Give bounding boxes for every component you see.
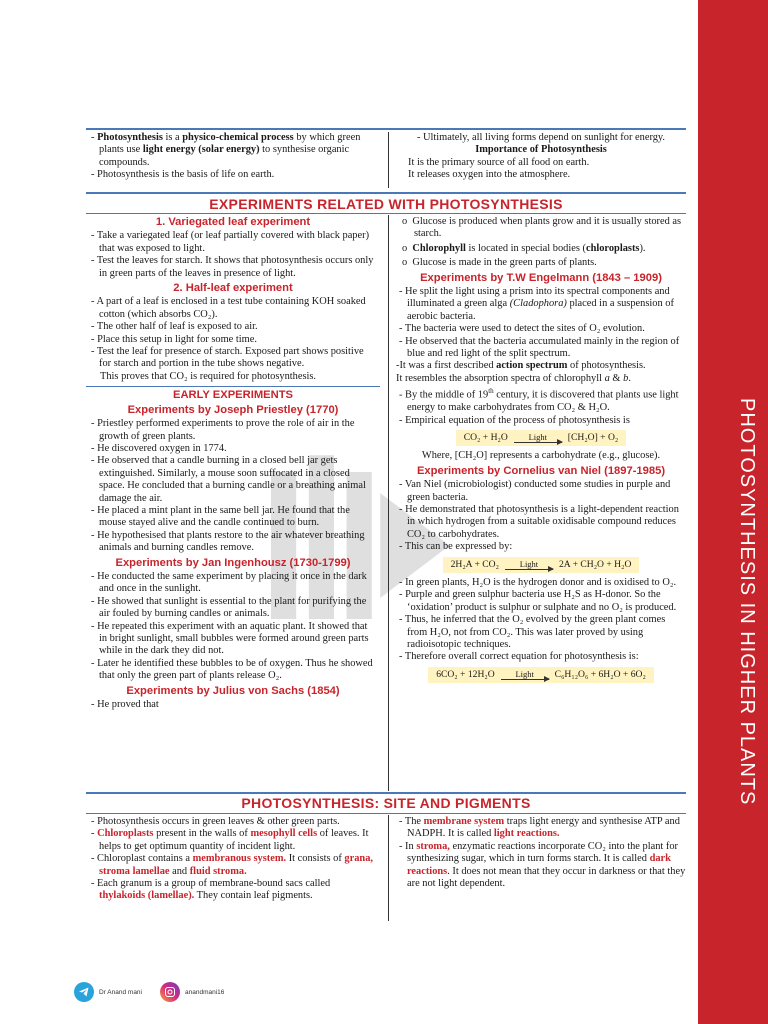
section2-rule-bottom bbox=[86, 813, 686, 814]
niel-item: - Purple and green sulphur bacteria use H₂S as H-donor. So the ‘oxidation’ product is sulphur or sulphate and no O₂ is produced. bbox=[399, 589, 677, 613]
action-spectrum-line: -It was a first described action spectrum of photosynthesis. bbox=[396, 360, 646, 372]
halfleaf-item: - The other half of leaf is exposed to air. bbox=[91, 321, 258, 333]
ingenhousz-item: - He showed that sunlight is essential to the plant for purifying the air fouled by burning candles or animals. bbox=[91, 595, 367, 620]
intro-item: - Photosynthesis is the basis of life on earth. bbox=[91, 169, 275, 181]
halfleaf-item: - A part of a leaf is enclosed in a test tube containing KOH soaked cotton (which absorbs CO₂). bbox=[91, 296, 366, 320]
overall-equation bbox=[396, 667, 686, 683]
ingenhousz-item: - He conducted the same experiment by placing it once in the dark and once in the sunlight. bbox=[91, 570, 367, 595]
section1-left bbox=[88, 216, 378, 711]
site-item: - Photosynthesis occurs in green leaves & other green parts. bbox=[91, 816, 340, 827]
engelmann-item: - The bacteria were used to detect the sites of O₂ evolution. bbox=[399, 323, 645, 335]
variegated-heading: 1. Variegated leaf experiment bbox=[155, 216, 311, 228]
column-divider-top bbox=[388, 132, 389, 188]
ingenhousz-item: - Later he identified these bubbles to be of oxygen. Thus he showed that only the green part of plants release O₂. bbox=[91, 657, 373, 682]
section1-right bbox=[396, 216, 686, 687]
reaction-arrow: Light bbox=[505, 560, 553, 570]
telegram-name: Dr Anand mani bbox=[99, 988, 142, 996]
niel-item: - This can be expressed by: bbox=[399, 541, 513, 553]
section2-left bbox=[88, 816, 378, 903]
ingenhousz-item: - He repeated this experiment with an aquatic plant. It showed that in bright sunlight, small bubbles were formed around green parts while in the dark they did not. bbox=[91, 620, 369, 657]
instagram-name: anandmani16 bbox=[185, 988, 225, 996]
niel-equation bbox=[396, 557, 686, 573]
chapter-title: PHOTOSYNTHESIS IN HIGHER PLANTS bbox=[736, 398, 758, 806]
priestley-item: - He discovered oxygen in 1774. bbox=[91, 442, 227, 454]
niel-item: - Therefore overall correct equation for photosynthesis is: bbox=[399, 651, 639, 663]
niel-item: - Van Niel (microbiologist) conducted some studies in purple and green bacteria. bbox=[399, 479, 671, 503]
variegated-item: - Take a variegated leaf (or leaf partially covered with black paper) that was exposed to light. bbox=[91, 230, 370, 254]
intro-right bbox=[396, 132, 686, 182]
reaction-arrow: Light bbox=[501, 670, 549, 680]
early-experiments-heading: EARLY EXPERIMENTS bbox=[173, 389, 293, 402]
halfleaf-heading: 2. Half-leaf experiment bbox=[173, 282, 293, 295]
engelmann-heading: Experiments by T.W Engelmann (1843 – 1909) bbox=[420, 271, 662, 284]
section1-rule-bottom bbox=[86, 213, 686, 214]
equation-reactants: 2H₂A + CO₂ bbox=[450, 558, 499, 570]
niel-item: - Thus, he inferred that the O₂ evolved by the green plant comes from H₂O, not from CO₂. This was later proved by using radioisotopic techniques. bbox=[399, 614, 666, 651]
site-item: - Each granum is a group of membrane-bound sacs called thylakoids (lamellae). They contain leaf pigments. bbox=[91, 878, 331, 902]
equation-products: 2A + CH₂O + H₂O bbox=[558, 558, 632, 570]
sachs-point: o Chlorophyll is located in special bodies (chloroplasts). bbox=[402, 242, 646, 254]
sachs-heading: Experiments by Julius von Sachs (1854) bbox=[126, 684, 340, 697]
priestley-item: - He placed a mint plant in the same bell jar. He found that the mouse stayed alive and the candle continued to burn. bbox=[91, 504, 350, 529]
engelmann-item: - He split the light using a prism into its spectral components and illuminated a green alga (Cladophora) placed in a suspension of aerobic bacteria. bbox=[399, 286, 674, 322]
reaction-arrow: Light bbox=[514, 433, 562, 443]
niel-heading: Experiments by Cornelius van Niel (1897-1985) bbox=[416, 464, 666, 477]
absorption-line: It resembles the absorption spectra of chlorophyll a & b. bbox=[396, 372, 631, 384]
column-divider-bottom bbox=[388, 815, 389, 921]
empirical-equation bbox=[396, 430, 686, 446]
niel-item: - In green plants, H₂O is the hydrogen donor and is oxidised to O₂. bbox=[399, 577, 677, 589]
priestley-item: - He observed that a candle burning in a closed bell jar gets extinguished. Similarly, a mouse soon suffocated in a closed space. He concluded that a burning candle or a breathing animal damage the air. bbox=[91, 455, 366, 504]
site-item: - Chloroplasts present in the walls of mesophyll cells of leaves. It helps to get optimum quantity of incident light. bbox=[91, 828, 369, 852]
ingenhousz-heading: Experiments by Jan Ingenhousz (1730-1799) bbox=[115, 556, 351, 569]
sachs-point: o Glucose is produced when plants grow and it is usually stored as starch. bbox=[402, 216, 682, 240]
instagram-icon bbox=[160, 982, 180, 1002]
priestley-item: - Priestley performed experiments to prove the role of air in the growth of green plants. bbox=[91, 418, 355, 442]
equation-products: [CH₂O] + O₂ bbox=[567, 431, 619, 443]
variegated-item: - Test the leaves for starch. It shows that photosynthesis occurs only in green parts of the leaves in presence of light. bbox=[91, 255, 374, 279]
importance-item: It is the primary source of all food on earth. bbox=[408, 156, 590, 168]
sachs-item: - He proved that bbox=[91, 699, 159, 711]
equation-reactants: 6CO₂ + 12H₂O bbox=[436, 668, 495, 680]
section2-right bbox=[396, 816, 686, 890]
section1-title: EXPERIMENTS RELATED WITH PHOTOSYNTHESIS bbox=[209, 196, 563, 212]
section2-title: PHOTOSYNTHESIS: SITE AND PIGMENTS bbox=[241, 795, 531, 811]
section2-rule-top bbox=[86, 792, 686, 794]
niel-item: - He demonstrated that photosynthesis is a light-dependent reaction in which hydrogen from a suitable oxidisable compound reduces CO₂ to carbohydrates. bbox=[399, 504, 679, 540]
early-rule bbox=[86, 386, 380, 387]
top-rule bbox=[86, 128, 686, 130]
century-item: - Empirical equation of the process of photosynthesis is bbox=[399, 414, 630, 426]
priestley-item: - He hypothesised that plants restore to the air whatever breathing animals and burning candles remove. bbox=[91, 529, 365, 554]
halfleaf-item: - Place this setup in light for some time. bbox=[91, 333, 257, 345]
sachs-point: o Glucose is made in the green parts of plants. bbox=[402, 257, 597, 269]
intro-left bbox=[88, 132, 378, 182]
engelmann-item: - He observed that the bacteria accumulated mainly in the region of blue and red light of the split spectrum. bbox=[399, 335, 680, 360]
section1-rule-top bbox=[86, 192, 686, 194]
priestley-heading: Experiments by Joseph Priestley (1770) bbox=[127, 403, 339, 416]
intro-item: - Photosynthesis is a physico-chemical process by which green plants use light energy (solar energy) to synthesise organic compounds. bbox=[91, 132, 361, 168]
where-line: Where, [CH₂O] represents a carbohydrate (e.g., glucose). bbox=[421, 450, 661, 462]
century-item: - By the middle of 19th century, it is discovered that plants use light energy to make carbohydrates from CO₂ & H₂O. bbox=[399, 387, 679, 414]
site-item: - Chloroplast contains a membranous system. It consists of grana, stroma lamellae and fluid stroma. bbox=[91, 853, 373, 877]
telegram-handle[interactable] bbox=[74, 982, 142, 1002]
reaction-item: - In stroma, enzymatic reactions incorporate CO₂ into the plant for synthesizing sugar, which in turn forms starch. It is called dark reactions. It does not mean that they occur in darkness or that they are not light dependent. bbox=[399, 840, 686, 890]
equation-reactants: CO₂ + H₂O bbox=[463, 431, 508, 443]
importance-heading: Importance of Photosynthesis bbox=[475, 144, 607, 156]
equation-products: C₆H₁₂O₆ + 6H₂O + 6O₂ bbox=[554, 668, 646, 680]
column-divider bbox=[388, 215, 389, 791]
telegram-icon bbox=[74, 982, 94, 1002]
intro-energy-line: - Ultimately, all living forms depend on sunlight for energy. bbox=[416, 132, 666, 143]
reaction-item: - The membrane system traps light energy and synthesise ATP and NADPH. It is called light reactions. bbox=[399, 816, 680, 840]
importance-item: It releases oxygen into the atmosphere. bbox=[408, 169, 571, 181]
halfleaf-item: - Test the leaf for presence of starch. Exposed part shows positive for starch and portion in the tube shows negative. bbox=[91, 346, 364, 370]
halfleaf-conclusion: This proves that CO₂ is required for photosynthesis. bbox=[100, 370, 317, 382]
instagram-handle[interactable] bbox=[160, 982, 224, 1002]
